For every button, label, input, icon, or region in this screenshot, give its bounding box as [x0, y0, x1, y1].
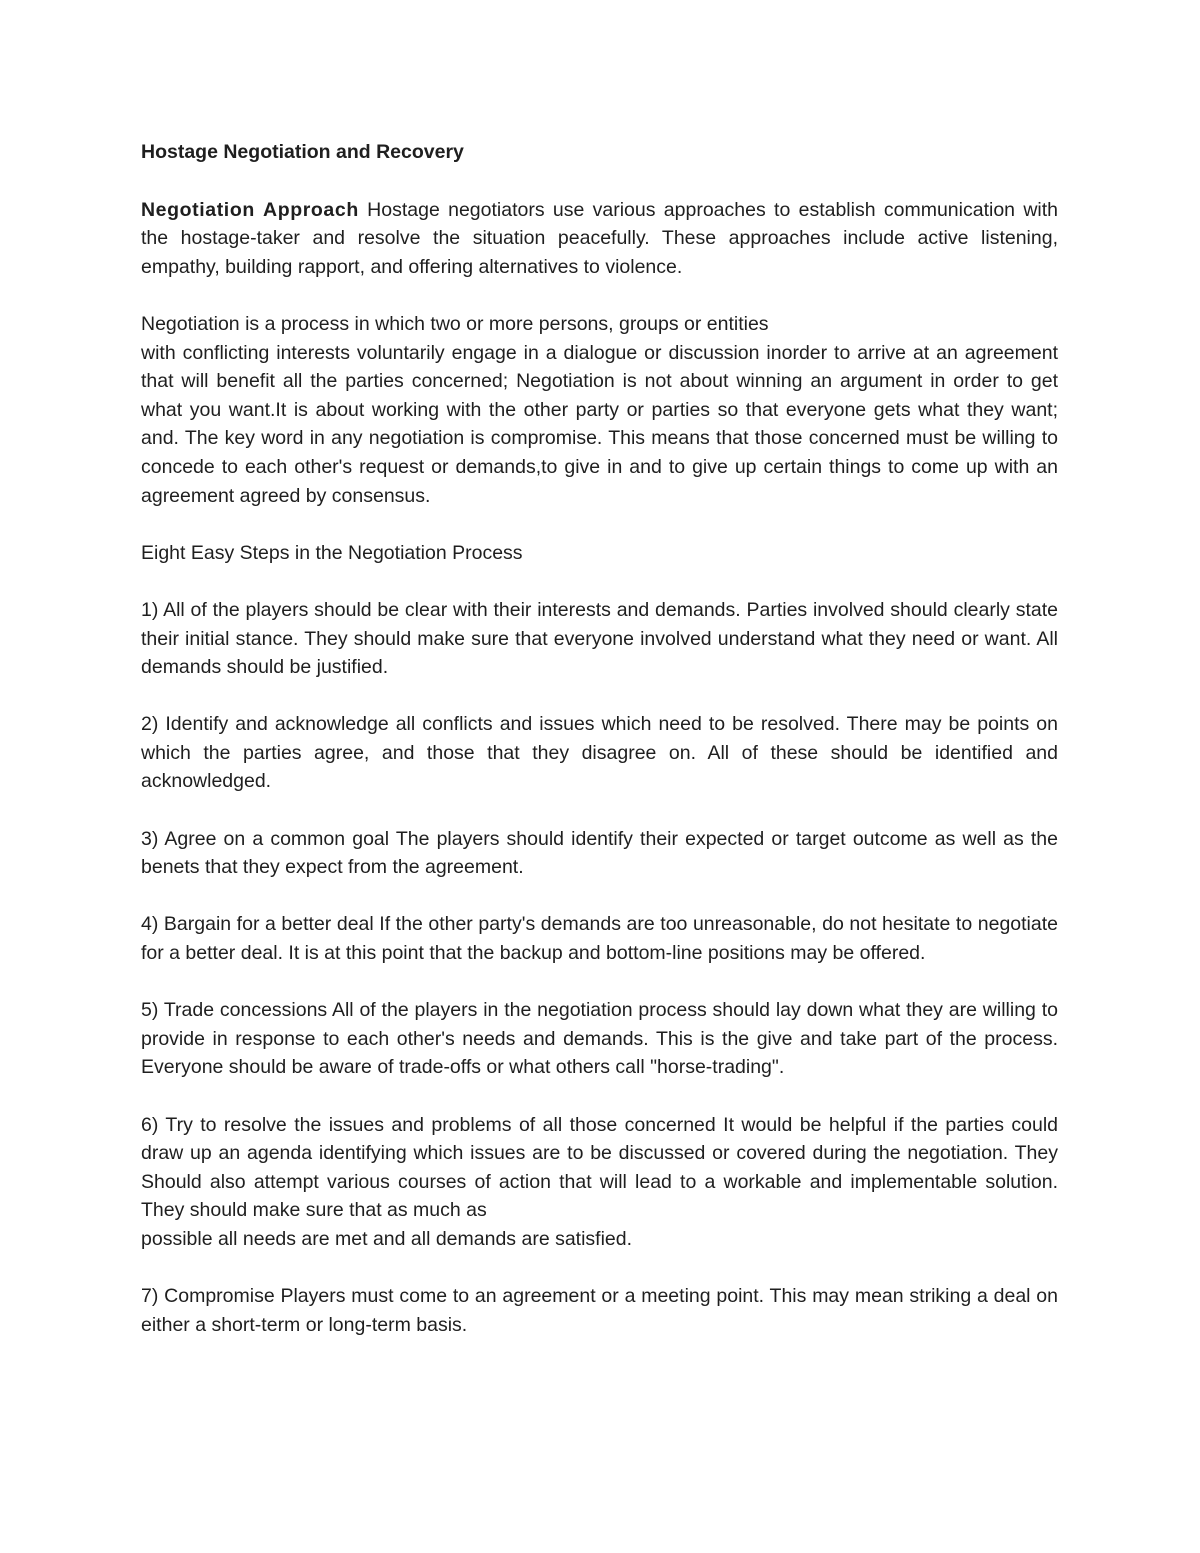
step-1: 1) All of the players should be clear with their interests and demands. Parties involved should clearly state their initial stance. They should make sure that everyone involved understand what they need or want. All demands should be justified.: [141, 598, 1058, 679]
approach-paragraph: [141, 196, 1058, 282]
step-4: 4) Bargain for a better deal If the other party's demands are too unreasonable, do not hesitate to negotiate for a better deal. It is at this point that the backup and bottom-line positions may be offered.: [141, 913, 1058, 965]
step-6-main: 6) Try to resolve the issues and problems of all those concerned It would be helpful if the parties could draw up an agenda identifying which issues are to be discussed or covered during the negotiation. They Should also attempt various courses of action that will lead to a workable and implementable solution. They should make sure that as much as: [141, 1113, 1058, 1222]
definition-text: with conflicting interests voluntarily engage in a dialogue or discussion inorder to arrive at an agreement that will benefit all the parties concerned; Negotiation is not about winning an argument in order to get what you want.It is about working with the other party or parties so that everyone gets what they want; and. The key word in any negotiation is compromise. This means that those concerned must be willing to concede to each other's request or demands,to give in and to give up certain things to come up with an agreement agreed by consensus.: [141, 341, 1058, 507]
approach-text: Hostage negotiators use various approaches to establish communication with the hostage-taker and resolve the situation peacefully. These approaches include active listening, empathy, building rapport, and offering alternatives to violence.: [141, 198, 1058, 278]
document-page: [141, 138, 1058, 1368]
step-7: 7) Compromise Players must come to an agreement or a meeting point. This may mean striking a deal on either a short-term or long-term basis.: [141, 1285, 1058, 1336]
step-2: 2) Identify and acknowledge all conflicts and issues which need to be resolved. There may be points on which the parties agree, and those that they disagree on. All of these should be identified and acknowledged.: [141, 713, 1058, 793]
step-3: 3) Agree on a common goal The players should identify their expected or target outcome as well as the benets that they expect from the agreement.: [141, 827, 1058, 879]
steps-heading: Eight Easy Steps in the Negotiation Process: [141, 541, 523, 564]
step-5: 5) Trade concessions All of the players in the negotiation process should lay down what they are willing to provide in response to each other's needs and demands. This is the give and take part of the process. Everyone should be aware of trade-offs or what others call "horse-trading".: [141, 999, 1058, 1079]
approach-lead: Negotiation Approach: [141, 198, 359, 221]
definition-paragraph: [141, 310, 1058, 510]
step-6: [141, 1111, 1058, 1254]
definition-first-line: Negotiation is a process in which two or more persons, groups or entities: [141, 312, 769, 335]
step-6-tail: possible all needs are met and all demands are satisfied.: [141, 1227, 633, 1250]
document-title: Hostage Negotiation and Recovery: [141, 141, 464, 163]
